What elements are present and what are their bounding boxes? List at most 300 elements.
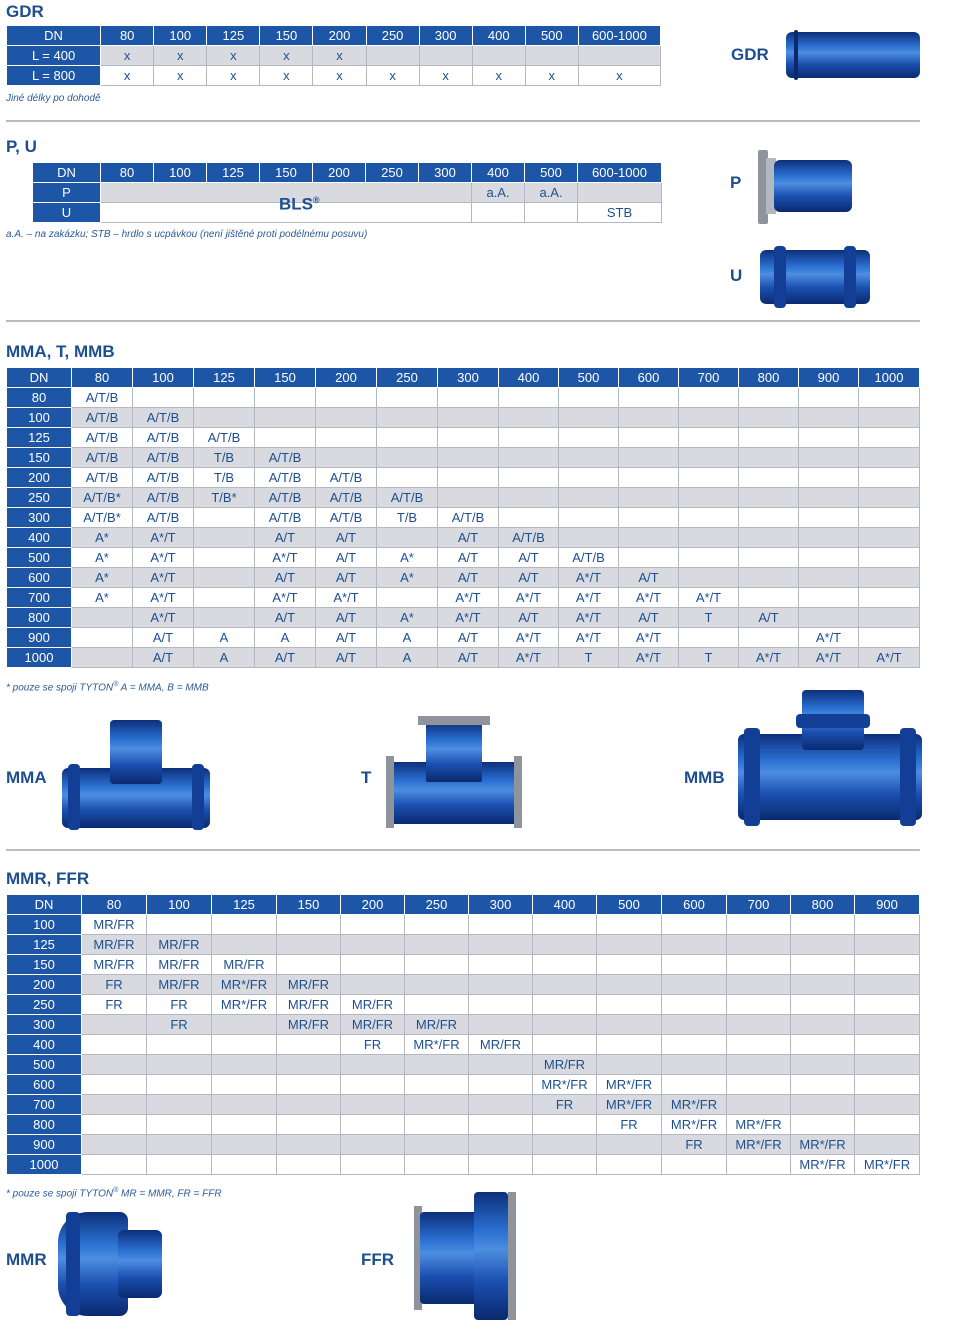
section-heading-gdr: GDR [6, 2, 44, 21]
table-cell [194, 568, 255, 588]
table-cell [277, 1155, 341, 1175]
bls-mark: ® [313, 195, 320, 205]
table-cell [82, 1035, 147, 1055]
u-fitting-image [760, 246, 870, 308]
table-cell: FR [533, 1095, 597, 1115]
table-cell: A*/T [438, 608, 499, 628]
table-cell: A*/T [559, 628, 619, 648]
table-cell [559, 388, 619, 408]
table-cell: MR*/FR [597, 1095, 662, 1115]
row-label: L = 800 [7, 66, 101, 86]
table-cell [341, 935, 405, 955]
table-cell [277, 955, 341, 975]
table-cell: x [260, 66, 313, 86]
table-cell: MR/FR [277, 975, 341, 995]
mmr-table [6, 894, 920, 1175]
table-row [7, 975, 920, 995]
table-cell: MR/FR [147, 935, 212, 955]
table-cell: x [154, 46, 207, 66]
table-cell: A [377, 628, 438, 648]
table-cell [277, 1055, 341, 1075]
table-cell: MR/FR [405, 1015, 469, 1035]
table-cell [855, 1135, 920, 1155]
table-cell: A/T [739, 608, 799, 628]
row-label: 80 [7, 388, 72, 408]
table-cell [597, 935, 662, 955]
pu-header-row [33, 163, 662, 183]
table-cell [405, 1055, 469, 1075]
table-cell [799, 528, 859, 548]
table-cell [277, 1115, 341, 1135]
table-cell: A/T [499, 568, 559, 588]
column-header: 125 [207, 163, 260, 183]
table-cell: x [207, 66, 260, 86]
table-cell [277, 1095, 341, 1115]
row-label: 1000 [7, 1155, 82, 1175]
table-cell [212, 1115, 277, 1135]
column-header: 400 [472, 26, 525, 46]
table-cell: T [559, 648, 619, 668]
table-cell: x [472, 66, 525, 86]
table-cell: T/B* [194, 488, 255, 508]
gdr-header-row [7, 26, 661, 46]
table-cell: MR*/FR [405, 1035, 469, 1055]
column-header: 900 [799, 368, 859, 388]
table-cell [679, 628, 739, 648]
column-header: 300 [469, 895, 533, 915]
table-cell [662, 915, 727, 935]
table-cell [499, 468, 559, 488]
table-cell [855, 995, 920, 1015]
table-cell: A/T [316, 548, 377, 568]
column-header: 125 [207, 26, 260, 46]
table-cell [194, 388, 255, 408]
table-cell [82, 1135, 147, 1155]
table-cell: STB [578, 203, 662, 223]
table-cell: A*/T [559, 568, 619, 588]
table-cell: A/T/B [559, 548, 619, 568]
table-cell [727, 1055, 791, 1075]
table-row [7, 628, 920, 648]
table-cell: A/T [438, 548, 499, 568]
column-header: 100 [147, 895, 212, 915]
column-header: 200 [341, 895, 405, 915]
table-cell [72, 648, 133, 668]
table-cell [438, 408, 499, 428]
pu-note [6, 229, 367, 240]
table-cell [597, 1035, 662, 1055]
table-cell [855, 935, 920, 955]
table-cell: A/T/B [72, 388, 133, 408]
table-cell [859, 608, 920, 628]
table-cell [499, 488, 559, 508]
table-cell [366, 46, 419, 66]
table-cell [799, 608, 859, 628]
table-cell [739, 448, 799, 468]
table-cell [619, 448, 679, 468]
table-cell [72, 628, 133, 648]
table-cell [472, 203, 525, 223]
row-label: 125 [7, 935, 82, 955]
table-cell: A/T [255, 648, 316, 668]
column-header: 100 [154, 163, 207, 183]
table-cell [255, 408, 316, 428]
table-cell [679, 388, 739, 408]
table-row [7, 508, 920, 528]
table-cell: MR/FR [277, 1015, 341, 1035]
table-cell: x [207, 46, 260, 66]
table-row [7, 568, 920, 588]
table-cell: A [194, 628, 255, 648]
table-cell [679, 508, 739, 528]
table-cell: x [154, 66, 207, 86]
table-cell [147, 1155, 212, 1175]
table-cell [499, 408, 559, 428]
table-row [7, 468, 920, 488]
table-cell [194, 408, 255, 428]
table-cell [619, 508, 679, 528]
row-label: 500 [7, 1055, 82, 1075]
table-cell: MR/FR [277, 995, 341, 1015]
column-header: 800 [739, 368, 799, 388]
table-cell [533, 1155, 597, 1175]
table-cell [533, 1135, 597, 1155]
table-cell: A*/T [559, 588, 619, 608]
table-cell: A/T [619, 568, 679, 588]
table-cell [525, 203, 578, 223]
table-cell [859, 388, 920, 408]
table-cell: A/T [255, 608, 316, 628]
table-cell [859, 628, 920, 648]
table-cell: A/T [499, 608, 559, 628]
column-header: 150 [255, 368, 316, 388]
table-cell: A/T/B [255, 468, 316, 488]
table-row [7, 388, 920, 408]
table-cell: A*/T [255, 588, 316, 608]
table-cell [377, 428, 438, 448]
table-cell [597, 1055, 662, 1075]
table-cell [859, 528, 920, 548]
divider [6, 849, 920, 851]
column-header: 250 [366, 163, 419, 183]
table-cell [739, 408, 799, 428]
table-cell: A/T/B [194, 428, 255, 448]
row-label: 300 [7, 1015, 82, 1035]
table-cell [859, 488, 920, 508]
column-header-dn: DN [33, 163, 101, 183]
table-cell: A/T [438, 568, 499, 588]
table-cell: x [260, 46, 313, 66]
table-cell [559, 468, 619, 488]
table-cell: A [255, 628, 316, 648]
table-row [7, 548, 920, 568]
table-cell [791, 1115, 855, 1135]
table-row [7, 588, 920, 608]
table-cell [855, 1015, 920, 1035]
column-header: 250 [366, 26, 419, 46]
table-row [7, 1095, 920, 1115]
table-cell: FR [147, 995, 212, 1015]
row-label: U [33, 203, 101, 223]
table-cell [469, 935, 533, 955]
mma-fitting-image [62, 720, 210, 828]
table-cell [739, 488, 799, 508]
gdr-pipe-image [786, 30, 920, 80]
row-label: 100 [7, 408, 72, 428]
mmr-note-a: * pouze se spoji TYTON [6, 1188, 114, 1200]
table-cell [499, 508, 559, 528]
table-cell: A* [377, 568, 438, 588]
table-cell [147, 915, 212, 935]
table-cell [679, 408, 739, 428]
table-cell [597, 975, 662, 995]
divider [6, 120, 920, 122]
row-label: 125 [7, 428, 72, 448]
table-row [7, 448, 920, 468]
table-cell [662, 1035, 727, 1055]
column-header-dn: DN [7, 26, 101, 46]
column-header: 500 [525, 163, 578, 183]
table-cell [194, 588, 255, 608]
table-cell [619, 388, 679, 408]
column-header: 200 [313, 26, 366, 46]
table-row [7, 428, 920, 448]
table-cell: A/T [316, 628, 377, 648]
table-cell [377, 588, 438, 608]
column-header: 400 [533, 895, 597, 915]
table-cell [727, 935, 791, 955]
table-cell [469, 1115, 533, 1135]
table-cell [469, 975, 533, 995]
table-cell [559, 408, 619, 428]
table-cell: MR/FR [469, 1035, 533, 1055]
table-cell [438, 468, 499, 488]
table-cell [799, 388, 859, 408]
table-cell: A* [72, 528, 133, 548]
mma-note-mark: ® [113, 681, 119, 688]
table-cell [277, 1075, 341, 1095]
row-label: 150 [7, 448, 72, 468]
table-row [7, 1055, 920, 1075]
table-cell: A/T/B [133, 488, 194, 508]
table-cell: A/T [133, 628, 194, 648]
table-cell [791, 1055, 855, 1075]
table-row [7, 1015, 920, 1035]
bls-span [101, 183, 472, 214]
table-cell [469, 1075, 533, 1095]
table-cell [377, 408, 438, 428]
mma-table [6, 367, 920, 668]
table-cell [419, 46, 472, 66]
table-cell: A*/T [133, 608, 194, 628]
table-cell [739, 468, 799, 488]
row-label: 1000 [7, 648, 72, 668]
table-cell: A*/T [255, 548, 316, 568]
table-cell [438, 488, 499, 508]
table-cell [859, 568, 920, 588]
table-row [7, 1075, 920, 1095]
table-cell: A/T/B [133, 408, 194, 428]
table-cell: MR*/FR [727, 1135, 791, 1155]
table-cell [799, 448, 859, 468]
table-cell: A/T/B [255, 448, 316, 468]
table-cell: A/T/B* [72, 508, 133, 528]
table-cell [212, 1015, 277, 1035]
t-fitting-image [386, 716, 522, 828]
table-cell [727, 1095, 791, 1115]
table-cell: A [194, 648, 255, 668]
table-cell: A/T/B [133, 428, 194, 448]
table-cell [799, 428, 859, 448]
table-row [7, 528, 920, 548]
table-cell [597, 1015, 662, 1035]
table-row [7, 1115, 920, 1135]
table-cell [559, 428, 619, 448]
table-cell [212, 915, 277, 935]
pu-table [32, 162, 662, 223]
table-cell [859, 508, 920, 528]
table-cell [859, 448, 920, 468]
table-cell [469, 1015, 533, 1035]
table-cell [727, 995, 791, 1015]
table-cell [859, 548, 920, 568]
mma-note [6, 681, 209, 693]
table-cell: MR/FR [82, 955, 147, 975]
table-cell [194, 608, 255, 628]
table-cell [469, 995, 533, 1015]
table-cell [341, 1115, 405, 1135]
table-cell [662, 935, 727, 955]
table-cell [662, 1155, 727, 1175]
table-cell [405, 1135, 469, 1155]
table-cell: A*/T [619, 588, 679, 608]
table-cell [619, 428, 679, 448]
table-cell [727, 955, 791, 975]
table-cell: A*/T [619, 648, 679, 668]
column-header: 500 [559, 368, 619, 388]
table-cell [525, 46, 578, 66]
table-cell [377, 468, 438, 488]
table-row [7, 66, 661, 86]
table-cell [255, 388, 316, 408]
table-cell [791, 1035, 855, 1055]
table-cell: A/T/B [133, 508, 194, 528]
table-cell [316, 448, 377, 468]
mma-note-b: A = MMA, B = MMB [118, 682, 209, 694]
mma-note-a: * pouze se spoji TYTON [6, 682, 114, 694]
table-cell: A/T [316, 648, 377, 668]
table-cell [799, 548, 859, 568]
column-header: 400 [499, 368, 559, 388]
table-cell [727, 1155, 791, 1175]
table-cell: A/T/B [316, 508, 377, 528]
row-label: 150 [7, 955, 82, 975]
table-cell [727, 1035, 791, 1055]
table-cell [619, 408, 679, 428]
table-cell [679, 488, 739, 508]
p-image-label: P [730, 173, 742, 192]
column-header: 80 [101, 163, 154, 183]
table-cell: A/T/B [72, 448, 133, 468]
table-cell [855, 1095, 920, 1115]
table-cell: MR/FR [82, 915, 147, 935]
table-cell: A/T/B [255, 488, 316, 508]
table-cell [791, 915, 855, 935]
column-header: 100 [154, 26, 207, 46]
pu-row-u [33, 203, 662, 223]
table-cell: A* [72, 588, 133, 608]
table-cell [791, 1075, 855, 1095]
table-cell [679, 528, 739, 548]
table-cell [662, 955, 727, 975]
table-cell [82, 1095, 147, 1115]
column-header: 1000 [859, 368, 920, 388]
row-label: 900 [7, 628, 72, 648]
row-label: 800 [7, 608, 72, 628]
table-cell [859, 408, 920, 428]
table-cell [133, 388, 194, 408]
column-header: 800 [791, 895, 855, 915]
table-cell [727, 975, 791, 995]
table-cell [559, 488, 619, 508]
table-cell [194, 508, 255, 528]
row-label: 600 [7, 568, 72, 588]
table-cell [799, 508, 859, 528]
table-cell [341, 1075, 405, 1095]
table-cell [147, 1035, 212, 1055]
column-header: 80 [82, 895, 147, 915]
mmb-image-label: MMB [684, 768, 725, 787]
table-row [7, 648, 920, 668]
table-cell [212, 1055, 277, 1075]
row-label: 600 [7, 1075, 82, 1095]
column-header: 150 [277, 895, 341, 915]
table-cell [469, 1135, 533, 1155]
table-cell [739, 588, 799, 608]
table-cell [739, 628, 799, 648]
table-cell: A*/T [133, 568, 194, 588]
mmr-note [6, 1187, 222, 1199]
column-header: 900 [855, 895, 920, 915]
table-cell: A/T [438, 528, 499, 548]
column-header: 500 [597, 895, 662, 915]
table-cell: MR*/FR [662, 1115, 727, 1135]
table-cell: a.A. [472, 183, 525, 203]
table-cell: A/T/B [499, 528, 559, 548]
column-header: 600 [619, 368, 679, 388]
column-header: 600-1000 [578, 26, 660, 46]
table-cell: T/B [194, 448, 255, 468]
row-label: 700 [7, 588, 72, 608]
table-cell: A*/T [133, 548, 194, 568]
table-cell [679, 428, 739, 448]
table-cell: MR/FR [341, 1015, 405, 1035]
table-cell: A*/T [499, 648, 559, 668]
table-cell [341, 955, 405, 975]
table-row [7, 1035, 920, 1055]
table-row [7, 1155, 920, 1175]
table-cell [855, 1115, 920, 1135]
table-cell [533, 1035, 597, 1055]
row-label: 250 [7, 488, 72, 508]
column-header: 500 [525, 26, 578, 46]
table-row [7, 935, 920, 955]
table-cell [559, 528, 619, 548]
table-cell [859, 588, 920, 608]
section-heading-mma: MMA, T, MMB [6, 342, 115, 361]
table-cell [739, 528, 799, 548]
table-cell: FR [82, 995, 147, 1015]
